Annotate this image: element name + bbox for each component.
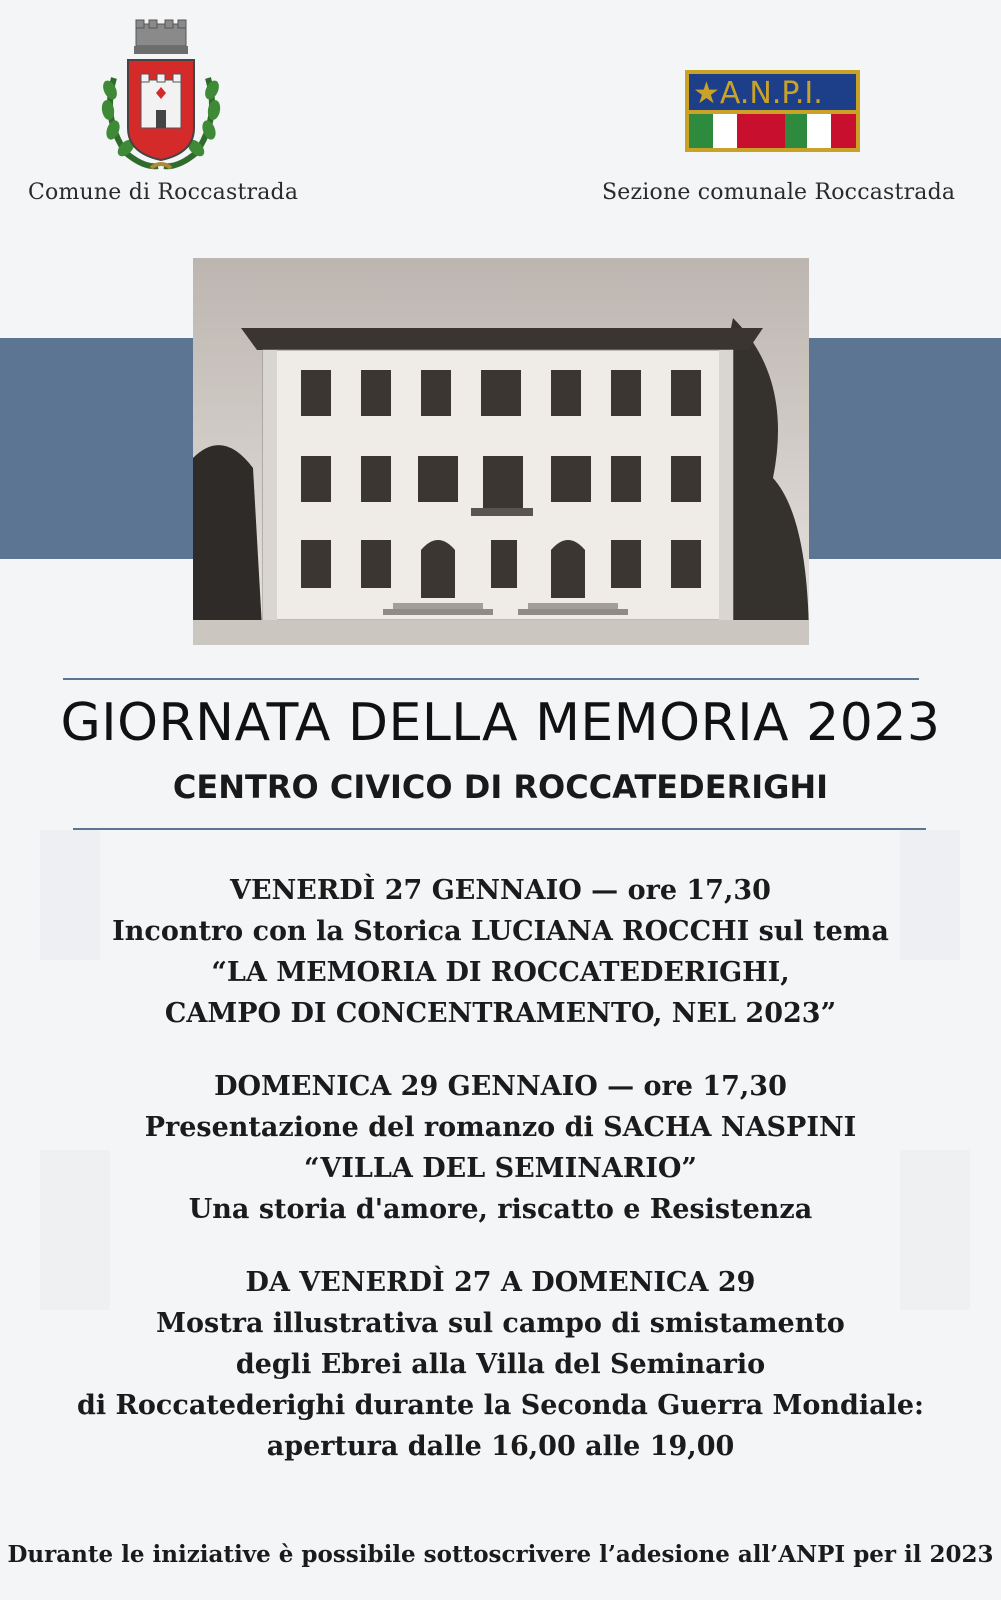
event-date: DOMENICA 29 GENNAIO — ore 17,30 (214, 1071, 787, 1102)
event-description: di Roccatederighi durante la Seconda Guerra Mondiale: (76, 1390, 925, 1421)
roccastrada-coat-of-arms-logo (96, 18, 226, 178)
villa-photo (193, 258, 809, 645)
divider-bottom (73, 828, 926, 830)
comune-caption: Comune di Roccastrada (28, 180, 299, 205)
divider-top (63, 678, 919, 680)
event-item (0, 1262, 1001, 1467)
event-description: CAMPO DI CONCENTRAMENTO, NEL 2023” (164, 998, 837, 1029)
event-item (0, 870, 1001, 1034)
svg-text:★A.N.P.I.: ★A.N.P.I. (693, 76, 823, 111)
event-description: Incontro con la Storica LUCIANA ROCCHI sul tema (112, 916, 889, 947)
event-description: Una storia d'amore, riscatto e Resistenza (188, 1194, 813, 1225)
event-description: Presentazione del romanzo di SACHA NASPINI (144, 1112, 857, 1143)
event-description: “LA MEMORIA DI ROCCATEDERIGHI, (211, 957, 790, 988)
event-description: degli Ebrei alla Villa del Seminario (235, 1349, 766, 1380)
event-date: VENERDÌ 27 GENNAIO — ore 17,30 (230, 875, 771, 906)
event-venue: CENTRO CIVICO DI ROCCATEDERIGHI (172, 768, 829, 806)
events-list (0, 870, 1001, 1499)
footer-note: Durante le iniziative è possibile sottoscrivere l’adesione all’ANPI per il 2023 (7, 1541, 994, 1568)
event-title: GIORNATA DELLA MEMORIA 2023 (60, 693, 941, 753)
header (0, 0, 1001, 230)
event-item (0, 1066, 1001, 1230)
anpi-logo (685, 70, 860, 152)
event-description: “VILLA DEL SEMINARIO” (304, 1153, 697, 1184)
anpi-section-caption: Sezione comunale Roccastrada (602, 180, 956, 205)
event-description: Mostra illustrativa sul campo di smistamento (156, 1308, 845, 1339)
event-date: DA VENERDÌ 27 A DOMENICA 29 (245, 1267, 756, 1298)
event-description: apertura dalle 16,00 alle 19,00 (266, 1431, 735, 1462)
